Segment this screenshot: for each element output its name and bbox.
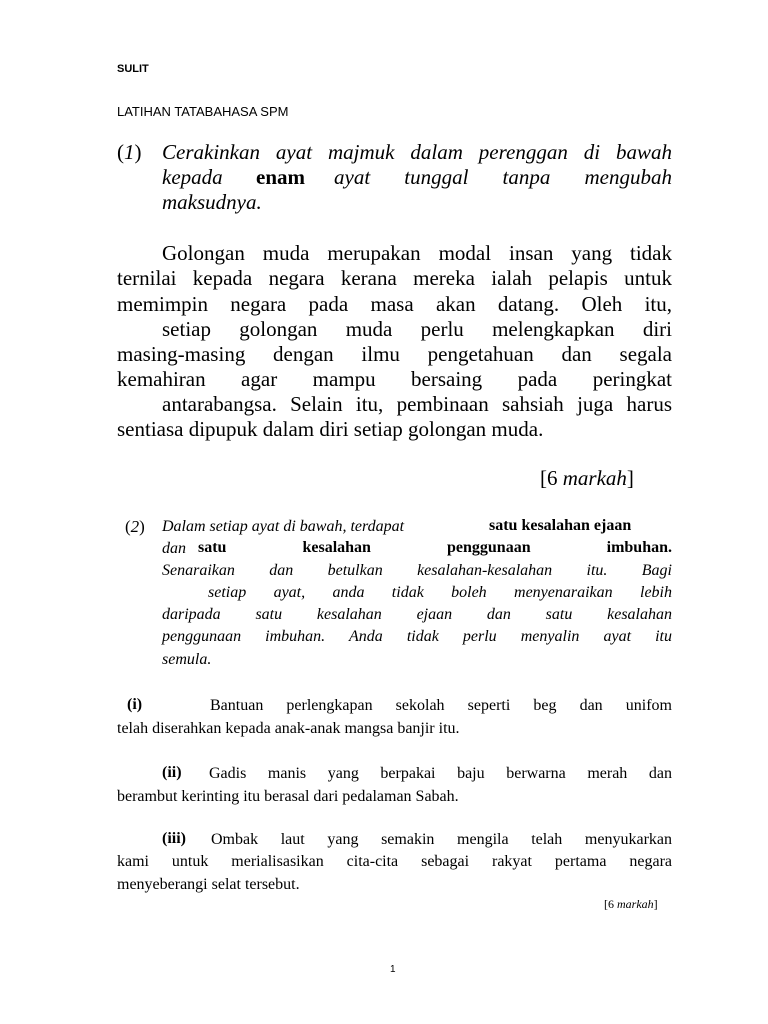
passage-line-3: memimpin negara pada masa akan datang. Oleh itu, (117, 292, 672, 316)
question-2-line-1-bold: satu kesalahan ejaan (489, 517, 632, 534)
question-2-number: (2) (125, 517, 145, 536)
question-2-instruction-line-4: penggunaan imbuhan. Anda tidak perlu menyalin ayat itu (162, 628, 672, 645)
item-line: telah diserahkan kepada anak-anak mangsa banjir itu. (117, 720, 460, 737)
question-2-line-2-italic: dan (162, 540, 186, 557)
question-2-marks: [6 markah] (604, 897, 658, 911)
passage-line-8: sentiasa dipupuk dalam diri setiap golongan muda. (117, 417, 544, 441)
question-1-instruction-emphasis: enam (256, 165, 305, 189)
question-2-line-2-bold: satu kesalahan penggunaan imbuhan. (198, 539, 672, 556)
item-line: Gadis manis yang berpakai baju berwarna merah dan (209, 765, 672, 782)
passage-line-2: ternilai kepada negara kerana mereka ialah pelapis untuk (117, 266, 672, 290)
question-2-instruction-line-1: Senaraikan dan betulkan kesalahan-kesalahan itu. Bagi (162, 562, 672, 579)
item-line: kami untuk merialisasikan cita-cita sebagai rakyat pertama negara (117, 853, 672, 870)
question-2-line-1-italic: Dalam setiap ayat di bawah, terdapat (162, 518, 405, 535)
question-1-marks: [6 markah] (540, 466, 634, 490)
question-1-instruction-line-2b: ayat tunggal tanpa mengubah (334, 165, 672, 189)
question-1-instruction-line-3: maksudnya. (162, 190, 262, 214)
passage-line-7: antarabangsa. Selain itu, pembinaan sahsiah juga harus (162, 392, 672, 416)
passage-line-6: kemahiran agar mampu bersaing pada peringkat (117, 367, 672, 391)
item-label: (ii) (162, 764, 182, 781)
item-line: berambut kerinting itu berasal dari pedalaman Sabah. (117, 788, 459, 805)
question-1-instruction-line-2a: kepada (162, 165, 223, 189)
item-label: (i) (127, 696, 143, 713)
item-line: Bantuan perlengkapan sekolah seperti beg dan unifom (210, 697, 672, 714)
passage-line-1: Golongan muda merupakan modal insan yang tidak (162, 241, 672, 265)
question-2-instruction-line-5: semula. (162, 651, 212, 668)
classification-label: SULIT (117, 63, 149, 75)
question-2-instruction-line-3: daripada satu kesalahan ejaan dan satu kesalahan (162, 606, 672, 623)
question-1-instruction-line-1: Cerakinkan ayat majmuk dalam perenggan di bawah (162, 140, 672, 164)
passage-line-4: setiap golongan muda perlu melengkapkan diri (162, 317, 672, 341)
question-1-number: (1) (117, 140, 142, 164)
item-line: Ombak laut yang semakin mengila telah menyukarkan (211, 831, 672, 848)
item-line: menyeberangi selat tersebut. (117, 876, 300, 893)
passage-line-5: masing-masing dengan ilmu pengetahuan dan segala (117, 342, 672, 366)
question-2-instruction-line-2: setiap ayat, anda tidak boleh menyenaraikan lebih (208, 584, 672, 601)
page-number: 1 (390, 964, 396, 975)
document-title: LATIHAN TATABAHASA SPM (117, 104, 289, 119)
item-label: (iii) (162, 830, 186, 847)
